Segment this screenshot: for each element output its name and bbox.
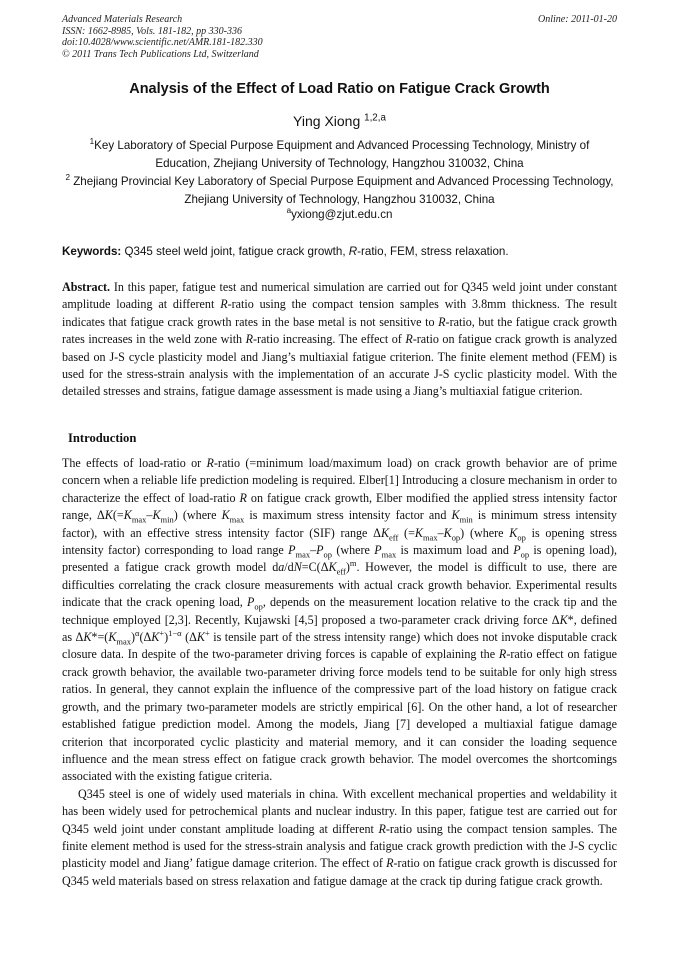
var: a [278,560,285,575]
text: -ratio effect on fatigue crack growth behavior, the available two-parameter driving force models tend to be suitable for only high stress ratios. In general, they cannot explain the influence of the compressive part of the load history on fatigue crack growth, and the primary two-parameter models are strictly empirical [6]. On the other hand, a lot of researcher established fatigue prediction model. Among the models, Jiang [7] developed a multiaxial fatigue damage criterion that incorporated cyclic plasticity and material memory, and it can consider the loading sequence influence and the mean stress effect on fatigue crack growth behavior. The model overcomes the shortcomings associated with the existing fatigue criteria. [62,647,617,784]
text: is opening stress intensity factor) corresponding to load range [62,525,618,558]
text: ) [345,560,350,575]
subscript: op [254,601,263,612]
keywords [62,244,617,260]
abstract-text: -ratio increasing. The effect of [253,332,406,347]
var: R [498,647,507,662]
subscript: op [520,549,530,560]
r-var: R [438,314,446,329]
subscript: op [323,549,332,560]
text: (Δ [181,630,197,645]
superscript: 1−α [168,628,182,639]
var: R [206,456,214,470]
online-date: Online: 2011-01-20 [538,14,617,25]
text: ) (where [460,525,510,540]
text: is opening load), presented a fatigue crack growth model d [62,543,617,575]
affiliation-2 [62,173,617,209]
text: Q345 steel is one of widely used materials in china. With excellent mechanical properties and weldability it has been widely used for petrochemical plants and nuclear industry. In this paper, fatigue test are carried out for Q345 weld joint under constant amplitude loading at different [62,786,617,836]
section-heading-introduction: Introduction [68,431,137,445]
journal-name: Advanced Materials Research [62,14,183,25]
subscript: min [459,514,473,525]
var: K [152,508,161,523]
subscript: max [229,514,245,525]
subscript: eff [389,532,399,543]
paper-title: Analysis of the Effect of Load Ratio on Fatigue Crack Growth [129,81,550,97]
keywords-label: Keywords: [62,245,122,258]
journal-header [62,14,617,60]
subscript: eff [336,566,346,577]
superscript: + [204,628,210,639]
r-var: R [245,332,253,347]
superscript: m [349,558,357,569]
var: P [374,543,382,558]
keywords-text: -ratio, FEM, stress relaxation. [357,245,509,258]
text: . However, the model is difficult to use, there are difficulties correlating the crack closure measurements with actual crack growth behavior. Experimental results indicate that the crack opening load, [62,560,618,610]
text: *=( [91,630,109,645]
var: P [288,543,296,558]
text: on fatigue crack growth, Elber modified the applied stress intensity factor range, Δ [62,490,617,523]
subscript: op [517,532,526,543]
var: K [151,630,160,645]
var: K [328,560,337,575]
text: (= [398,525,415,540]
var: K [443,525,452,540]
var: P [316,543,324,558]
var: P [513,543,521,558]
email-address[interactable]: yxiong@zjut.edu.cn [291,208,393,221]
var: K [221,508,230,523]
subscript: min [160,514,174,525]
text: – [437,525,444,540]
text: (= [112,508,124,523]
var: K [380,525,390,540]
text: is maximum load and [396,543,514,558]
text: *, defined as Δ [62,612,617,645]
email-mark: a [286,206,292,216]
subscript: max [116,636,131,647]
text: , depends on the measurement location relative to the crack tip and the technique employed [2,3]. Recently, Kujawski [4,5] proposed a two-parameter crack driving force Δ [62,595,617,627]
text: – [146,508,153,523]
var: K [108,630,117,645]
r-var: R [405,332,413,347]
doi-line: doi:10.4028/www.scientific.net/AMR.181-182.330 [62,37,263,48]
affiliation-1 [62,137,617,173]
superscript: + [159,628,165,639]
affiliation-mark: 2 [65,173,70,183]
superscript: α [135,628,140,639]
issn-line: ISSN: 1662-8985, Vols. 181-182, pp 330-336 [62,25,242,37]
subscript: max [131,514,147,525]
introduction-paragraph-2 [62,786,617,890]
text: ) [130,630,136,645]
email-line [62,208,617,221]
var: P [246,595,255,610]
affiliation-text: Zhejiang Provincial Key Laboratory of Special Purpose Equipment and Advanced Processing Technology, Zhejiang University of Technology, Hangzhou 310032, China [73,175,614,206]
text: – [310,543,317,558]
text: is maximum stress intensity factor and [244,508,452,523]
introduction-body [62,455,617,890]
text: ) (where [173,508,222,523]
var: K [104,508,113,523]
var: K [414,525,423,540]
introduction-paragraph-1 [62,455,617,786]
affiliation-text: Key Laboratory of Special Purpose Equipment and Advanced Processing Technology, Ministry of Education, Zhejiang University of Technology, Hangzhou 310032, China [94,139,590,170]
text: (where [332,543,375,558]
var: K [83,630,92,645]
var: N [293,560,302,575]
subscript: max [295,549,311,560]
var: K [123,508,132,523]
abstract-text: -ratio on fatigue crack growth is analyzed based on J-S cycle plasticity model and Jiang’s multiaxial fatigue criterion. The finite element method (FEM) is used for the stress-strain analysis with the implementation of an accurate J-S cyclic plasticity model. With the detailed stresses and strains, fatigue damage assessment is made using a Jiang’s multiaxial fatigue criterion. [62,332,617,399]
text: (Δ [139,630,152,645]
var: K [196,630,205,645]
var: R [386,856,394,871]
author-line [62,113,617,129]
var: K [451,508,460,523]
text: -ratio using the compact tension samples. The finite element method is used for the stress-strain analysis and fatigue crack growth prediction with the J-S cyclic plasticity model and Jiang’ fatigue damage criterion. The effect of [62,821,617,871]
text: The effects of load-ratio or [62,456,207,470]
text: =C(Δ [301,560,329,575]
var: R [378,821,386,836]
keywords-text: Q345 steel weld joint, fatigue crack growth, [124,245,349,258]
keywords-r-var: R [348,245,358,258]
var: R [239,490,247,505]
var: K [559,612,568,627]
var: K [509,525,518,540]
text: is minimum stress intensity factor), with an effective stress intensity factor (SIF) range Δ [62,508,617,540]
r-var: R [220,297,228,312]
text: -ratio on fatigue crack growth is discussed for Q345 weld materials based on stress relaxation and fatigue damage at the crack tip during fatigue crack growth. [62,856,617,888]
affiliation-mark: 1 [89,137,95,147]
subscript: op [451,532,461,543]
subscript: max [381,549,397,560]
text: /d [284,560,294,575]
abstract-text: -ratio using the compact tension samples with 3.8mm thickness. The result indicates that fatigue crack growth rates in the base metal is not sensitive to [62,297,618,329]
abstract [62,279,617,401]
text: -ratio (=minimum load/maximum load) on crack growth behavior are of prime concern when a reliable life prediction modeling is required. Elber[1] Introducing a closure mechanism in order to characterize the effect of load-ratio [62,456,617,505]
text: is tensile part of the stress intensity range) which does not invoke disputable crack closure data. In despite of the two-parameter driving forces is capable of explaining the [62,630,618,662]
text: ) [164,630,169,645]
copyright-line: © 2011 Trans Tech Publications Ltd, Switzerland [62,48,259,60]
abstract-text: -ratio, but the fatigue crack growth rates increases in the weld zone with [62,314,618,347]
subscript: max [422,532,438,543]
abstract-label: Abstract. [62,280,111,294]
author-name: Ying Xiong [293,113,361,129]
abstract-text: In this paper, fatigue test and numerical simulation are carried out for Q345 weld joint under constant amplitude loading at different [62,280,617,312]
author-affiliation-marks: 1,2,a [364,112,386,124]
